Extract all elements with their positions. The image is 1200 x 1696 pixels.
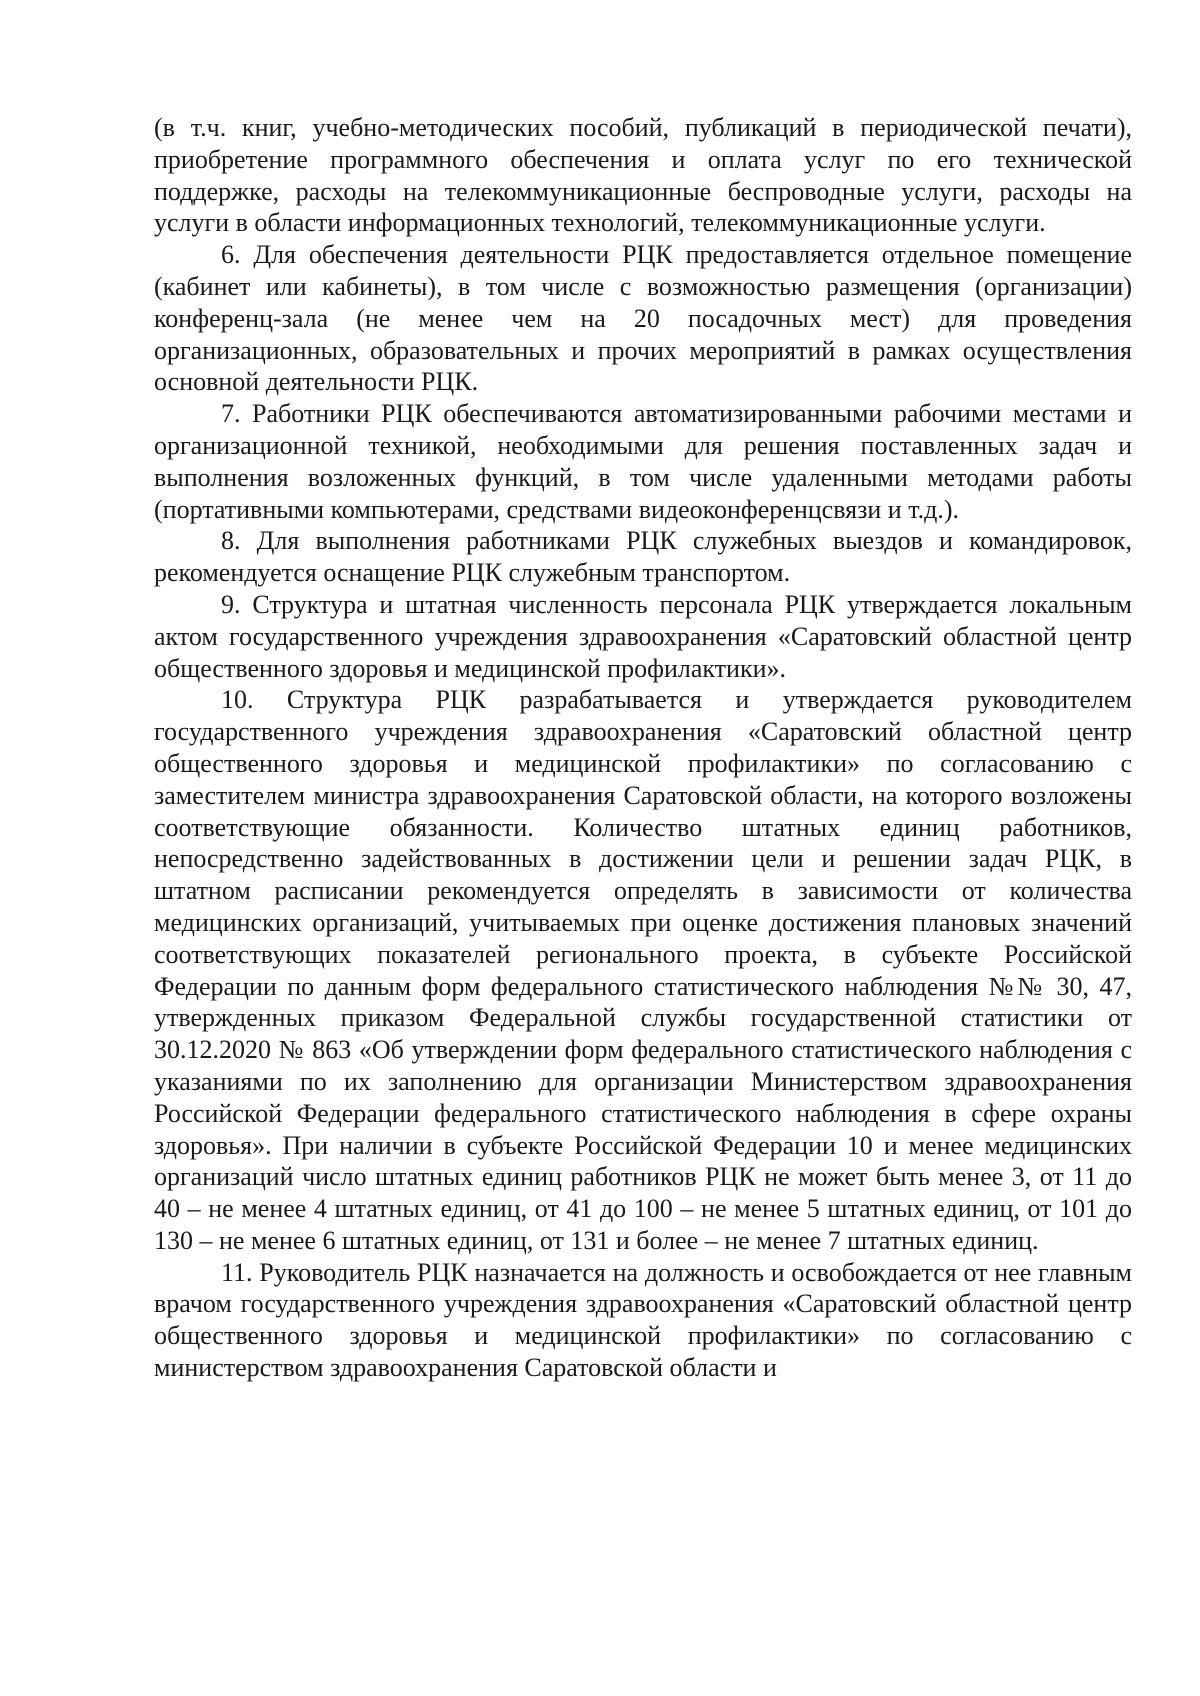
paragraph-11-head: 11. Руководитель РЦК назначается на должность и освобождается от нее главным врачом государственного учреждения здравоохранения «Саратовский областной центр общественного здоровья и медицинской профилактики» по согласованию с министерством здравоохранения Саратовской области и [154,1257,1132,1383]
paragraph-8-transport: 8. Для выполнения работниками РЦК служебных выездов и командировок, рекомендуется оснащение РЦК служебным транспортом. [154,526,1132,588]
paragraph-10-staffing: 10. Структура РЦК разрабатывается и утверждается руководителем государственного учреждения здравоохранения «Саратовский областной центр общественного здоровья и медицинской профилактики» по согласованию с заместителем министра здравоохранения Саратовской области, на которого возложены соответствующие обязанности. Количество штатных единиц работников, непосредственно задействованных в достижении цели и решении задач РЦК, в штатном расписании рекомендуется определять в зависимости от количества медицинских организаций, учитываемых при оценке достижения плановых значений соответствующих показателей регионального проекта, в субъекте Российской Федерации по данным форм федерального статистического наблюдения №№ 30, 47, утвержденных приказом Федеральной службы государственной статистики от 30.12.2020 № 863 «Об утверждении форм федерального статистического наблюдения с указаниями по их заполнению для организации Министерством здравоохранения Российской Федерации федерального статистического наблюдения в сфере охраны здоровья». При наличии в субъекте Российской Федерации 10 и менее медицинских организаций число штатных единиц работников РЦК не может быть менее 3, от 11 до 40 – не менее 4 штатных единиц, от 41 до 100 – не менее 5 штатных единиц, от 101 до 130 – не менее 6 штатных единиц, от 131 и более – не менее 7 штатных единиц. [154,685,1132,1255]
paragraph-9-structure: 9. Структура и штатная численность персонала РЦК утверждается локальным актом государственного учреждения здравоохранения «Саратовский областной центр общественного здоровья и медицинской профилактики». [154,589,1132,683]
document-body [154,112,1132,1384]
paragraph-7-workplaces: 7. Работники РЦК обеспечиваются автоматизированными рабочими местами и организационной техникой, необходимыми для решения поставленных задач и выполнения возложенных функций, в том числе удаленными методами работы (портативными компьютерами, средствами видеоконференцсвязи и т.д.). [154,399,1132,524]
paragraph-continuation-expenses: (в т.ч. книг, учебно-методических пособий, публикаций в периодической печати), приобретение программного обеспечения и оплата услуг по его технической поддержке, расходы на телекоммуникационные беспроводные услуги, расходы на услуги в области информационных технологий, телекоммуникационные услуги. [154,113,1132,238]
paragraph-6-premises: 6. Для обеспечения деятельности РЦК предоставляется отдельное помещение (кабинет или кабинеты), в том числе с возможностью размещения (организации) конференц-зала (не менее чем на 20 посадочных мест) для проведения организационных, образовательных и прочих мероприятий в рамках осуществления основной деятельности РЦК. [154,240,1132,397]
